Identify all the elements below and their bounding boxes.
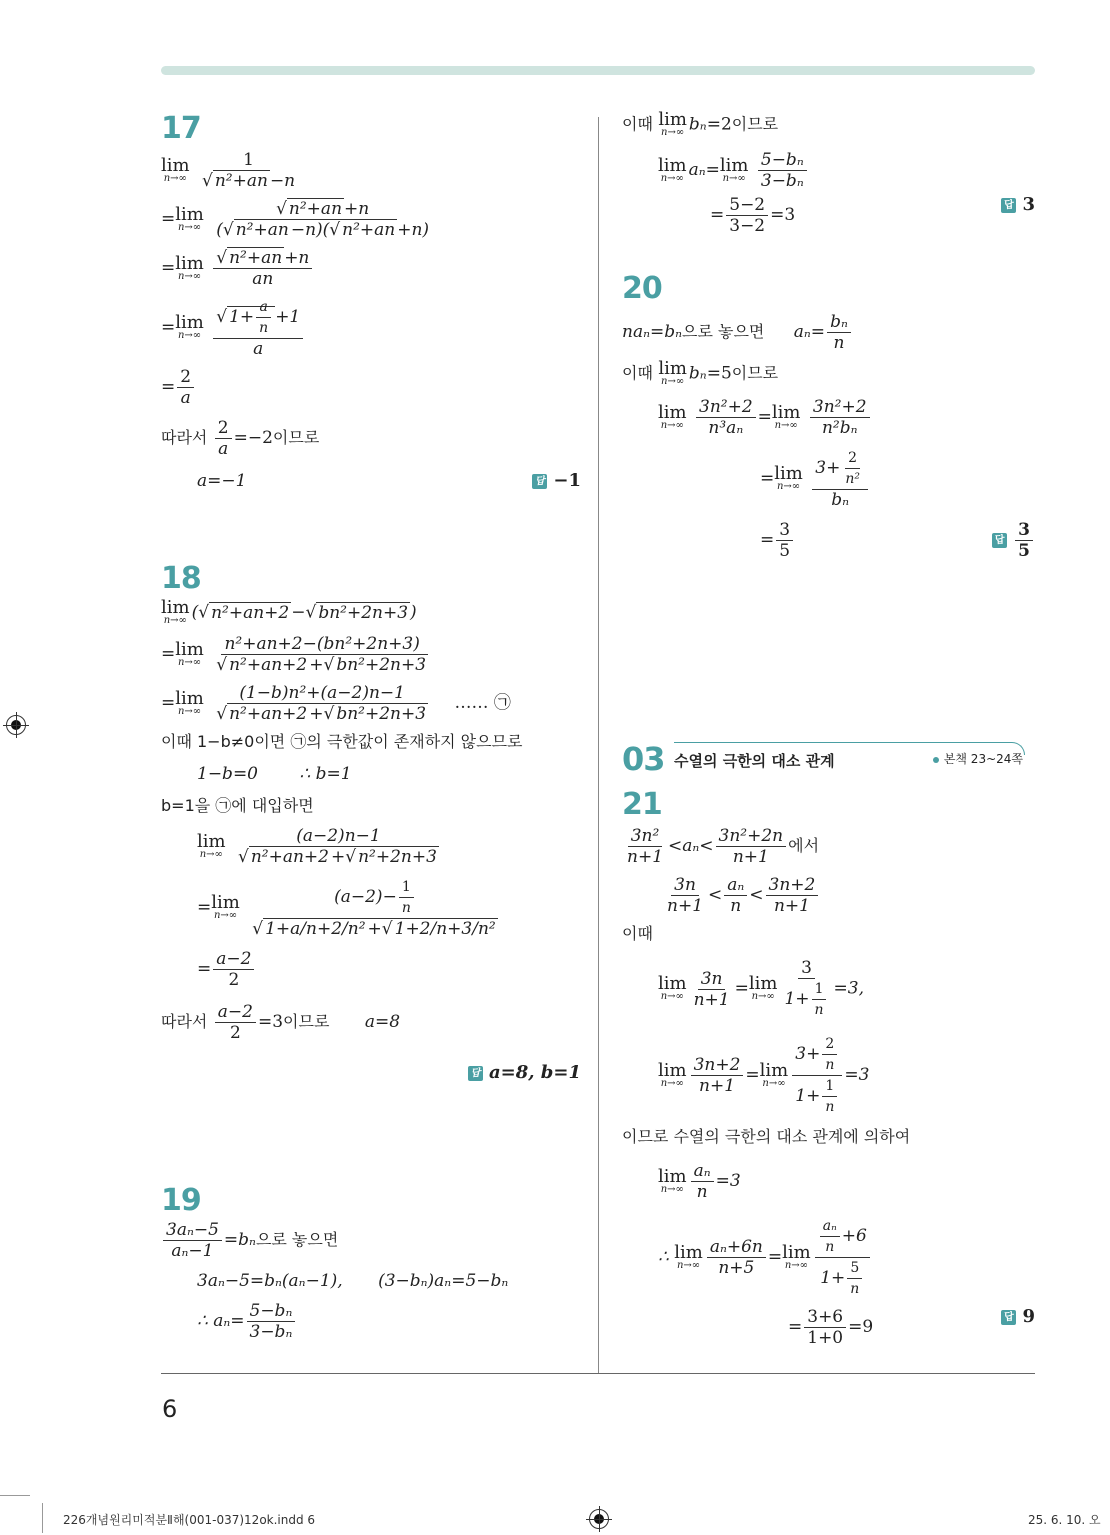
equation-line: = lim n→∞ $\frac{\text{√ n²+an +n}}{\text{(√ n²+an −n)(√ n²+an +n)}}$ [161,199,430,240]
equation-line: 3aₙ−5=bₙ(aₙ−1), (3−bₙ)aₙ=5−bₙ [197,1271,509,1291]
text-line: 이때 [622,924,653,943]
problem-number: 19 [161,1183,201,1218]
text-line: 이므로 수열의 극한의 대소 관계에 의하여 [622,1127,911,1146]
equation-line: ∴ lim n→∞ $\frac{\text{aₙ+6n}}{n+5}$ = lim n→∞ $\frac{\text{aₙ}}{n}$ +6 1+ $\frac{5}{n}$ [622,1216,1035,1299]
text-line: 이때 lim n→∞ bₙ=5이므로 [622,358,779,387]
answer [1001,195,1035,215]
equation-line: naₙ=bₙ으로 놓으면 aₙ= $\frac{\text{bₙ}}{n}$ [622,312,1035,353]
equation-line: lim n→∞ $\frac{\text{aₙ}}{n}$ =3 [658,1161,741,1202]
problem-20 [622,272,1035,742]
result-line: a=−1 답 −1 [197,470,581,491]
text-line: b=1을 ㉠에 대입하면 [161,796,314,815]
answer-badge-icon: 답 [1001,1310,1016,1325]
equation-line: = $\frac{a-2}{2}$ [161,949,581,990]
left-column [161,112,581,1342]
equation-line: lim n→∞ $\frac{3n+2}{n+1}$ = lim n→∞ 3+ $\frac{2}{n}$ 1+ $\frac{1}{n}$ =3 [658,1036,870,1115]
bottom-rule [161,1373,1035,1374]
equation-line: = $\frac{2}{a}$ [161,367,581,408]
problem-number: 21 [622,787,662,822]
conclusion-line: 따라서 $\frac{2}{a}$ =−2이므로 [161,418,320,459]
equation-line: = lim n→∞ $\frac{\text{(1−b)n²+(a−2)n−1}}{\text{√ n²+an+2 +√ bn²+2n+3}}$ …… ㉠ [161,683,511,724]
answer-value: 3 [1022,194,1035,215]
problem-19 [161,1184,581,1342]
column-divider [598,117,599,1373]
registration-mark-icon [6,715,26,735]
problem-19-continued [622,109,1035,272]
right-column [622,109,1035,1348]
bullet-icon [933,757,939,763]
text-line: 이때 lim n→∞ bₙ=2이므로 [622,109,779,138]
answer-badge-icon: 답 [1001,198,1016,213]
answer [532,471,581,491]
equation-line: lim n→∞ aₙ= lim n→∞ $\frac{\text{5−bₙ}}{\text{3−bₙ}}$ [622,150,1035,191]
file-info: 226개념원리미적분Ⅱ해(001-037)12ok.indd 6 [63,1513,316,1527]
equation-marker: …… ㉠ [454,693,511,713]
answer-badge-icon: 답 [532,474,547,489]
section-number: 03 [622,740,665,778]
section-header [622,742,1035,788]
problem-21 [622,788,1035,1348]
problem-number: 18 [161,561,201,596]
problem-number: 17 [161,111,201,146]
equation-line: = $\frac{3}{5}$ 답 $\frac{3}{5}$ [622,520,1035,561]
answer-badge-icon: 답 [468,1066,483,1081]
equation-line: lim n→∞ $\frac{(a-2)n-1}{\text{√ n²+an+2 +√ n²+2n+3}}$ [197,826,437,867]
equation-line: lim n→∞ $\frac{3n}{n+1}$ = lim n→∞ 3 1+ $\frac{1}{n}$ =3, [658,958,865,1018]
answer [1001,1307,1035,1327]
answer-badge-icon: 답 [992,533,1007,548]
equation-line: = lim n→∞ (a−2)− $\frac{1}{n}$ √ 1+a/n+2/n² +√ 1+2/n+3/n² [197,879,496,939]
answer-value: 9 [1022,1306,1035,1327]
answer-value: a=8, b=1 [489,1062,581,1083]
answer-value: −1 [553,470,581,491]
equation-line: = lim n→∞ $\frac{\text{√ n²+an +n}}{an}$ [161,248,581,289]
equation-line: = lim n→∞ 3+ $\frac{2}{\text{n²}}$ bₙ [622,448,1035,510]
equation-line: $\frac{3n}{n+1}$ < $\frac{\text{aₙ}}{n}$ < $\frac{3n+2}{n+1}$ [622,875,1035,916]
equation-line: = lim n→∞ √ 1+ $\frac{a}{n}$ +1 a [161,297,581,359]
registration-mark-icon [589,1509,609,1529]
answer: 답 $\frac{3}{5}$ [992,520,1035,561]
equation-line: = $\frac{3+6}{1+0}$ =9 답 9 [788,1306,1035,1348]
equation-line: = $\frac{5-2}{3-2}$ =3 답 3 [710,194,1035,236]
equation-line: lim n→∞ (√ n²+an+2 −√ bn²+2n+3 ) [161,597,417,626]
equation-line: ∴ aₙ= $\frac{\text{5−bₙ}}{\text{3−bₙ}}$ [161,1301,581,1342]
print-date: 25. 6. 10. 오 [1028,1513,1101,1527]
equation-line: 1−b=0 ∴ b=1 [197,764,352,784]
problem-17 [161,112,581,562]
problem-18 [161,562,581,1172]
equation-line: = lim n→∞ $\frac{\text{n²+an+2−(bn²+2n+3)}}{\text{√ n²+an+2 +√ bn²+2n+3}}$ [161,634,427,675]
crop-mark [0,1495,30,1496]
conclusion-line: 따라서 $\frac{a-2}{2}$ =3이므로 a=8 [161,1002,401,1043]
answer-line [161,1063,581,1083]
problem-number: 20 [622,271,662,306]
equation-line: $\frac{\text{3n²}}{n+1}$ <aₙ< $\frac{\text{3n²+2n}}{n+1}$ 에서 [627,826,820,867]
top-decorative-bar [161,66,1035,75]
equation-line: $\frac{\text{3aₙ−5}}{\text{aₙ−1}}$ =bₙ으로 놓으면 [161,1220,581,1261]
text-line: 이때 1−b≠0이면 ㉠의 극한값이 존재하지 않으므로 [161,732,523,751]
section-reference: 본책 23~24쪽 [933,750,1023,767]
section-title: 수열의 극한의 대소 관계 [674,752,835,770]
answer [468,1063,581,1083]
print-footer [0,1495,1110,1535]
equation-line: lim n→∞ $\frac{1}{\text{√ n²+an −n}}$ [161,150,296,191]
crop-mark [42,1503,43,1533]
equation-line: lim n→∞ $\frac{\text{3n²+2}}{\text{n³aₙ}}$ = lim n→∞ $\frac{\text{3n²+2}}{\text{n²bₙ}}$ [622,397,1035,438]
page-number: 6 [162,1395,178,1423]
